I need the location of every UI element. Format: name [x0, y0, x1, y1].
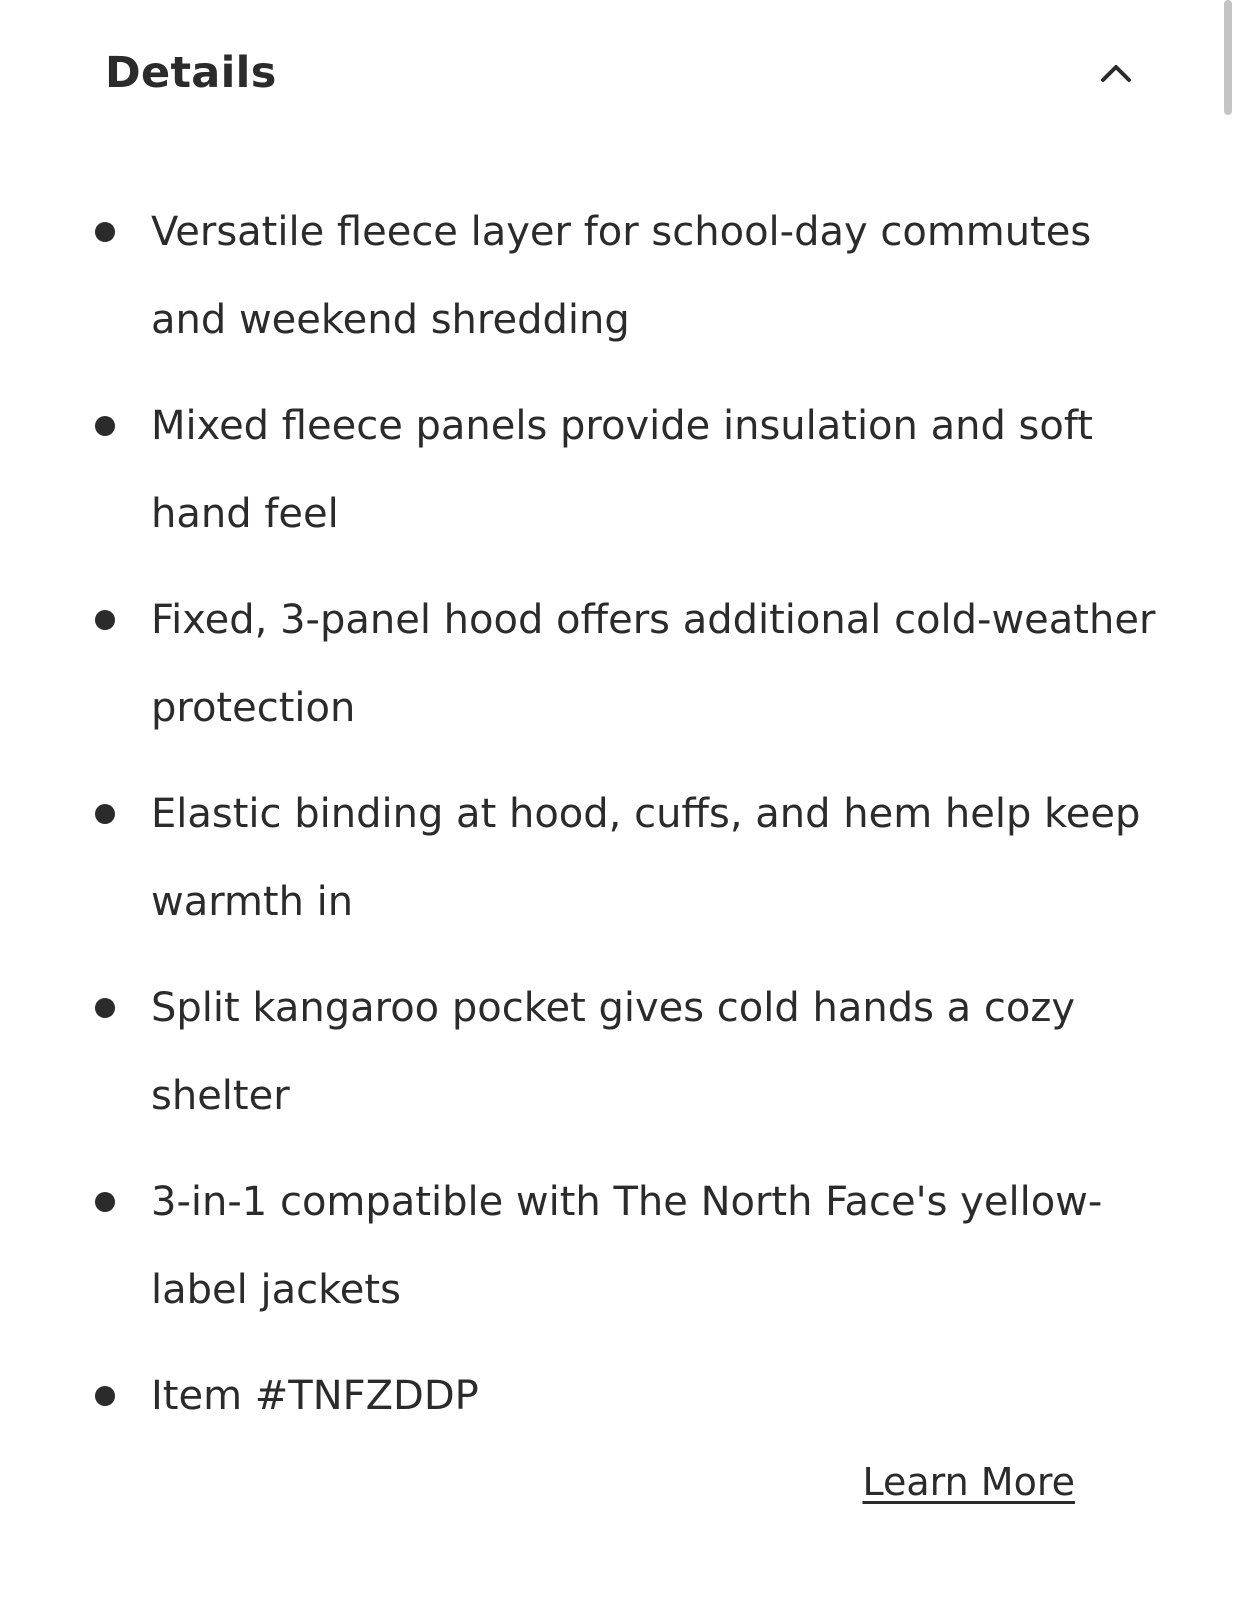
details-header[interactable]	[0, 0, 1200, 140]
details-title: Details	[105, 48, 277, 98]
details-item-text: Mixed fleece panels provide insulation and soft hand feel	[151, 403, 1093, 537]
details-list	[0, 188, 1200, 1458]
details-item-text: Elastic binding at hood, cuffs, and hem help keep warmth in	[151, 791, 1141, 925]
details-item-text: Versatile fleece layer for school-day commutes and weekend shredding	[151, 209, 1092, 343]
details-item-text: 3-in-1 compatible with The North Face's yellow-label jackets	[151, 1179, 1103, 1313]
details-list-item	[0, 576, 1200, 752]
bullet-icon	[95, 1192, 115, 1212]
details-list-item	[0, 382, 1200, 558]
scrollbar-thumb[interactable]	[1224, 0, 1232, 115]
details-list-item	[0, 770, 1200, 946]
chevron-up-icon	[1099, 62, 1133, 84]
bullet-icon	[95, 610, 115, 630]
bullet-icon	[95, 998, 115, 1018]
details-list-item	[0, 1352, 1200, 1440]
details-list-item	[0, 964, 1200, 1140]
details-list-item	[0, 1158, 1200, 1334]
bullet-icon	[95, 416, 115, 436]
learn-more-link[interactable]: Learn More	[862, 1460, 1075, 1504]
details-item-text: Split kangaroo pocket gives cold hands a cozy shelter	[151, 985, 1076, 1119]
bullet-icon	[95, 1386, 115, 1406]
details-list-item	[0, 188, 1200, 364]
bullet-icon	[95, 222, 115, 242]
details-item-text: Fixed, 3-panel hood offers additional cold-weather protection	[151, 597, 1156, 731]
bullet-icon	[95, 804, 115, 824]
collapse-button[interactable]	[1090, 50, 1142, 96]
item-number: Item #TNFZDDP	[151, 1373, 479, 1419]
